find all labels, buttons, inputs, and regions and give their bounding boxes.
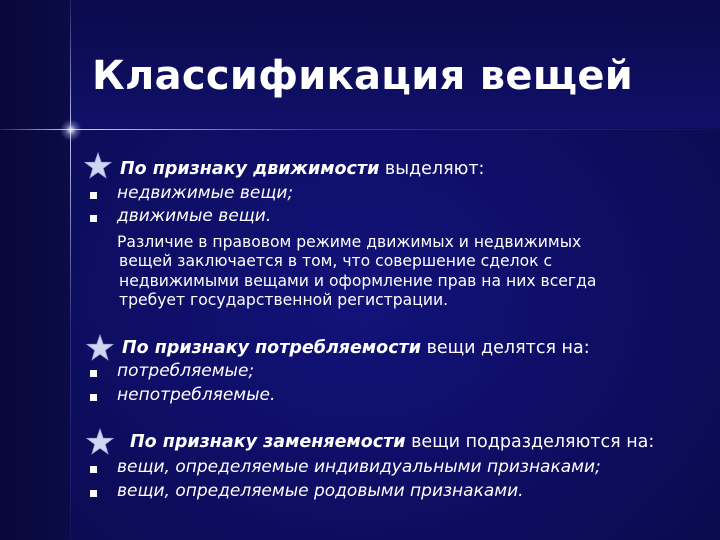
paragraph-line: недвижимыми вещами и оформление прав на них всегда <box>119 271 597 290</box>
star-icon <box>86 334 114 362</box>
bullet-item: недвижимые вещи; <box>117 183 294 203</box>
bullet-item: потребляемые; <box>117 361 255 381</box>
slide-title: Классификация вещей <box>92 53 634 99</box>
heading-rest: выделяют: <box>379 159 485 179</box>
bullet-item: движимые вещи. <box>117 206 272 226</box>
heading-rest: вещи подразделяются на: <box>405 432 655 452</box>
bullet-item: вещи, определяемые индивидуальными признаками; <box>117 457 601 477</box>
heading-emphasis: По признаку движимости <box>120 159 380 179</box>
heading-emphasis: По признаку потребляемости <box>122 338 421 358</box>
bullet-marker <box>90 490 97 497</box>
paragraph-line: Различие в правовом режиме движимых и недвижимых <box>117 233 582 251</box>
bullet-marker <box>90 215 97 222</box>
section-heading-movability <box>120 159 484 180</box>
bullet-marker <box>90 466 97 473</box>
explanation-paragraph <box>117 233 657 311</box>
paragraph-line: требует государственной регистрации. <box>119 291 449 310</box>
heading-rest: вещи делятся на: <box>421 338 590 358</box>
star-icon <box>86 428 114 456</box>
paragraph-line: вещей заключается в том, что совершение сделок с <box>119 252 553 271</box>
bullet-marker <box>90 192 97 199</box>
bullet-item: вещи, определяемые родовыми признаками. <box>117 481 524 501</box>
sparkle-icon <box>60 119 82 141</box>
section-heading-fungibility <box>130 432 654 453</box>
heading-emphasis: По признаку заменяемости <box>130 432 406 452</box>
bullet-item: непотребляемые. <box>117 385 276 405</box>
decor-horizontal-line <box>0 129 720 130</box>
star-icon <box>84 152 112 180</box>
left-decor-band <box>0 0 70 540</box>
bullet-marker <box>90 370 97 377</box>
bullet-marker <box>90 394 97 401</box>
section-heading-consumability <box>122 338 590 359</box>
decor-vertical-line <box>70 0 71 540</box>
